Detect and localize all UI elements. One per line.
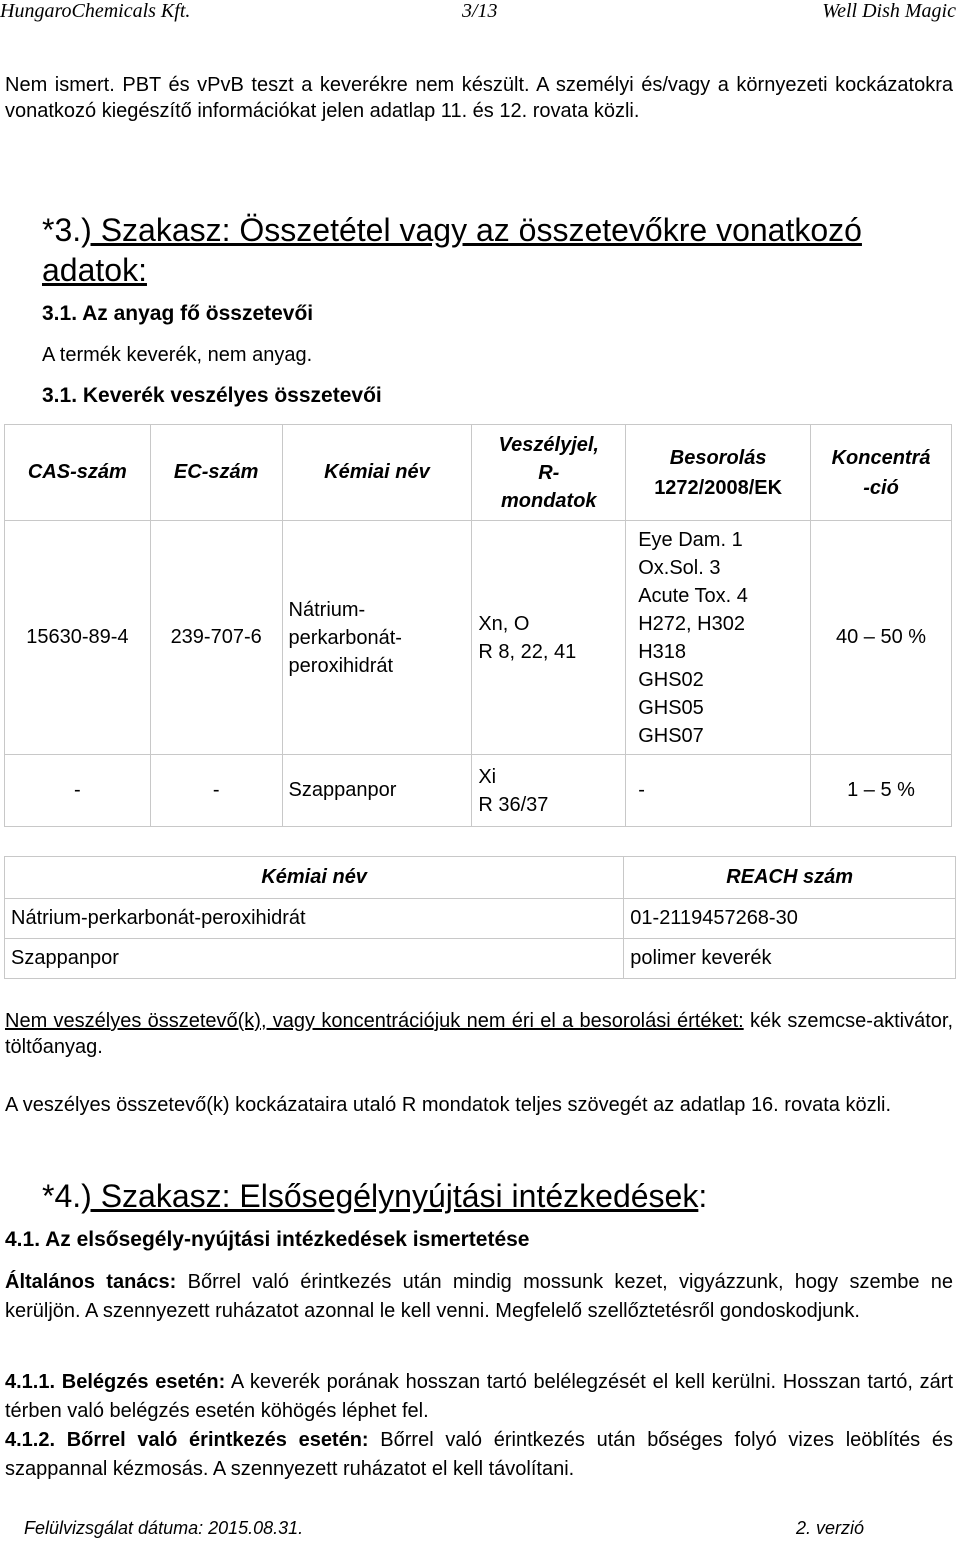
header-concentration-l1: Koncentrá (831, 446, 931, 469)
inhalation-label: 4.1.1. Belégzés esetén: (5, 1371, 226, 1393)
row1-class-line: GHS05 (638, 696, 704, 719)
footer-review-date: Felülvizsgálat dátuma: 2015.08.31. (24, 1518, 304, 1538)
row1-cas: 15630-89-4 (5, 521, 151, 755)
non-hazardous-note (5, 1008, 953, 1060)
table-row (5, 521, 952, 755)
section3-heading (42, 210, 862, 250)
row2-classification: - (626, 755, 811, 827)
inhalation-text: A keverék porának hosszan tartó belélegzését el kell kerülni. Hosszan tartó, zárt térben való belégzés esetén köhögés léphet fel. (5, 1371, 953, 1422)
row1-class-line: H272, H302 (638, 612, 745, 635)
row1-name-l2: perkarbonát- (288, 626, 402, 649)
section3-title: ) Szakasz: Összetétel vagy az összetevőkre vonatkozó (81, 212, 862, 248)
row1-ec: 239-707-6 (150, 521, 282, 755)
header-classification (626, 425, 811, 521)
row2-chemical-name: Szappanpor (282, 755, 472, 827)
hazardous-components-table (4, 424, 952, 827)
header-product: Well Dish Magic (822, 0, 956, 22)
skin-contact-paragraph (5, 1426, 953, 1484)
section3-1-mixture-title: 3.1. Keverék veszélyes összetevői (42, 384, 382, 407)
row1-chemical-name (282, 521, 472, 755)
header-company: HungaroChemicals Kft. (0, 0, 191, 22)
general-advice-label: Általános tanács: (5, 1271, 177, 1293)
header-hazard-symbol-l2: R- (538, 461, 560, 484)
header-hazard-symbol-l3: mondatok (500, 489, 597, 512)
non-hazardous-rest: kék szemcse-aktivátor, töltőanyag. (5, 1010, 953, 1058)
reach-header-number: REACH szám (624, 857, 956, 899)
row2-concentration: 1 – 5 % (811, 755, 952, 827)
section3-1-text: A termék keverék, nem anyag. (42, 344, 313, 366)
reach-table (4, 856, 956, 979)
r-phrases-note: A veszélyes összetevő(k) kockázataira utaló R mondatok teljes szövegét az adatlap 16. rovata közli. (5, 1094, 892, 1116)
section3-1-title: 3.1. Az anyag fő összetevői (42, 302, 314, 325)
section4-title-suffix: : (698, 1178, 708, 1214)
footer-version: 2. verzió (796, 1518, 865, 1538)
skin-contact-label: 4.1.2. Bőrrel való érintkezés esetén: (5, 1429, 369, 1451)
section4-prefix: *4. (42, 1178, 82, 1214)
row1-concentration: 40 – 50 % (811, 521, 952, 755)
row2-symbol-l2: R 36/37 (478, 793, 549, 816)
reach-row-number: polimer keverék (624, 939, 956, 979)
table-row (5, 899, 956, 939)
header-concentration (811, 425, 952, 521)
table-header-row (5, 425, 952, 521)
header-ec: EC-szám (150, 425, 282, 521)
reach-header-row (5, 857, 956, 899)
header-chemical-name: Kémiai név (282, 425, 472, 521)
row1-name-l1: Nátrium- (288, 598, 366, 621)
row1-class-line: Eye Dam. 1 (638, 528, 743, 551)
section4-heading (42, 1176, 707, 1216)
row1-symbol-l1: Xn, O (478, 612, 530, 635)
row1-class-line: GHS07 (638, 724, 704, 747)
section3-title-line2: adatok: (42, 252, 147, 288)
header-concentration-l2: -ció (863, 476, 899, 499)
row1-hazard-symbol (472, 521, 626, 755)
non-hazardous-underlined: Nem veszélyes összetevő(k), vagy koncentrációjuk nem éri el a besorolási értéket: (5, 1010, 744, 1032)
section3-prefix: *3. (42, 212, 82, 248)
table-row (5, 755, 952, 827)
row2-hazard-symbol (472, 755, 626, 827)
intro-paragraph: Nem ismert. PBT és vPvB teszt a keverékre nem készült. A személyi és/vagy a környezeti kockázatokra vonatkozó kiegészítő információkat jelen adatlap 11. és 12. rovata közli. (5, 74, 953, 122)
header-classification-l2: 1272/2008/EK (654, 476, 783, 499)
row1-symbol-l2: R 8, 22, 41 (478, 640, 577, 663)
section4-1-title: 4.1. Az elsősegély-nyújtási intézkedések ismertetése (5, 1228, 530, 1251)
table-row (5, 939, 956, 979)
header-hazard-symbol (472, 425, 626, 521)
general-advice (5, 1268, 953, 1326)
row2-ec: - (150, 755, 282, 827)
inhalation-paragraph (5, 1368, 953, 1426)
row1-classification (626, 521, 811, 755)
row1-name-l3: peroxihidrát (288, 654, 394, 677)
reach-row-name: Szappanpor (5, 939, 624, 979)
reach-row-name: Nátrium-perkarbonát-peroxihidrát (5, 899, 624, 939)
header-classification-l1: Besorolás (669, 446, 767, 469)
general-advice-text: Bőrrel való érintkezés után mindig mossunk kezet, vigyázzunk, hogy szembe ne kerüljön. A szennyezett ruházatot azonnal le kell venni. Megfelelő szellőztetésről gondoskodjunk. (5, 1271, 954, 1322)
header-hazard-symbol-l1: Veszélyjel, (498, 433, 599, 456)
row2-symbol-l1: Xi (478, 765, 497, 788)
row1-class-line: H318 (638, 640, 687, 663)
row2-cas: - (5, 755, 151, 827)
section4-title: ) Szakasz: Elsősegélynyújtási intézkedések (81, 1178, 699, 1214)
row1-class-line: Ox.Sol. 3 (638, 556, 721, 579)
header-cas: CAS-szám (5, 425, 151, 521)
row1-class-line: GHS02 (638, 668, 704, 691)
skin-contact-text: Bőrrel való érintkezés után bőséges folyó vizes leöblítés és szappannal kézmosás. A szennyezett ruházatot el kell távolítani. (5, 1429, 954, 1480)
header-page-number: 3/13 (462, 0, 498, 22)
row1-class-line: Acute Tox. 4 (638, 584, 748, 607)
reach-header-name: Kémiai név (5, 857, 624, 899)
reach-row-number: 01-2119457268-30 (624, 899, 956, 939)
